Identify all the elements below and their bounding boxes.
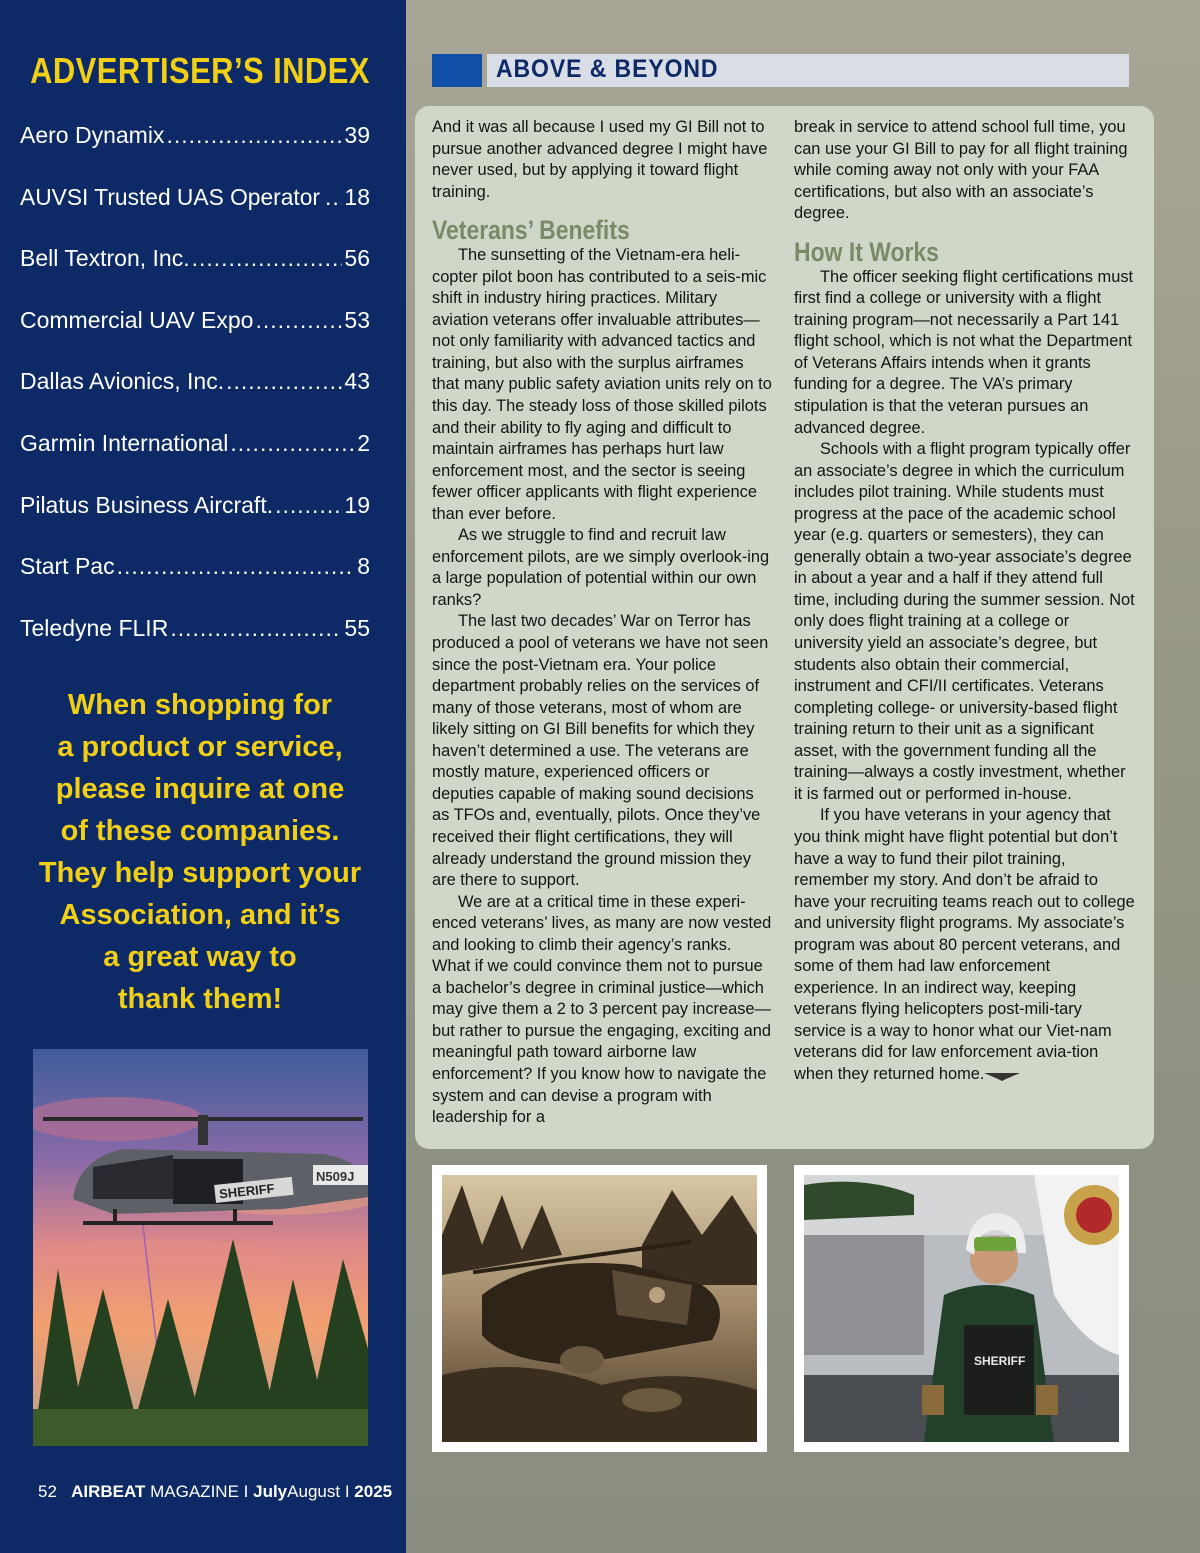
promo-line: of these companies. xyxy=(60,815,340,847)
advertiser-name: Bell Textron, Inc. xyxy=(20,245,190,272)
vietnam-photo-illustration xyxy=(442,1175,757,1442)
leader-dots xyxy=(255,307,342,334)
article-paragraph: break in service to attend school full time, you can use your GI Bill to pay for all flight training while coming away not only with your FAA certifications, but also with an associate’s degree. xyxy=(794,118,1128,223)
section-color-block xyxy=(432,54,482,87)
helicopter-door-label: SHERIFF xyxy=(218,1180,276,1202)
advertiser-page: 43 xyxy=(344,368,370,395)
article-paragraph: If you have veterans in your agency that you think might have flight potential but don’t have a way to fund their pilot training, remember my story. And don’t be afraid to have your recruiting teams reach out to college and university flight programs. My associate’s program was about 80 percent veterans, and some of them had law enforcement experience. In an indirect way, keeping veterans flying helicopters post-mili-tary service is a way to honor what our Viet-nam veterans did for law enforcement avia-tion when they returned home. xyxy=(794,806,1135,1083)
article-paragraph: The last two decades’ War on Terror has produced a pool of veterans we have not seen since the post-Vietnam era. Your police department probably relies on the services of many of those veterans, most of whom are likely sitting on GI Bill benefits for which they haven’t determined a use. The veterans are mostly mature, experienced officers or deputies capable of making sound decisions as TFOs and, eventually, pilots. Once they’ve received their flight certifications, they will already understand the ground mission they are there to support. xyxy=(432,612,769,890)
leader-dots xyxy=(275,492,342,519)
article-column-2 xyxy=(794,117,1136,1086)
article-subheading: How It Works xyxy=(794,236,939,267)
promo-line: a great way to xyxy=(103,941,297,973)
folio-separator: I xyxy=(243,1482,249,1501)
advertiser-name: Commercial UAV Expo xyxy=(20,306,254,333)
article-paragraph: We are at a critical time in these experi-enced veterans’ lives, as many are now vested and looking to climb their agency’s ranks. What if we could convince them not to pursue a bachelor’s degree in criminal justice—which may give them a 2 to 3 percent pay increase—but rather to pursue the engaging, exciting and meaningful path toward airborne law enforcement? If you know how to navigate the system and can devise a program with leadership for a xyxy=(432,892,772,1127)
advertiser-name: Start Pac xyxy=(20,553,115,580)
page-folio xyxy=(38,1482,392,1502)
deputy-pilot-photo xyxy=(794,1165,1129,1452)
advertiser-name: Aero Dynamix xyxy=(20,122,165,148)
magazine-suffix: MAGAZINE xyxy=(150,1482,239,1501)
leader-dots xyxy=(230,430,355,457)
section-title: ABOVE & BEYOND xyxy=(496,55,719,83)
article-column-1 xyxy=(432,117,774,1129)
leader-dots xyxy=(166,122,342,149)
promo-line: a product or service, xyxy=(57,731,343,763)
folio-separator: I xyxy=(344,1482,350,1501)
page-number: 52 xyxy=(38,1482,57,1501)
advertiser-name: Garmin International xyxy=(20,429,229,456)
magazine-name: AIRBEAT xyxy=(71,1482,146,1501)
advertisers-list xyxy=(20,122,370,676)
advertisers-sidebar xyxy=(0,0,406,1553)
advertiser-entry[interactable] xyxy=(20,492,370,554)
promo-line: When shopping for xyxy=(67,689,333,721)
issue-month-1: July xyxy=(253,1482,288,1501)
leader-dots xyxy=(117,553,356,580)
advertiser-page: 55 xyxy=(344,614,370,641)
advertiser-entry[interactable] xyxy=(20,245,370,307)
article-paragraph: The officer seeking flight certifications must first find a college or university with a flight training program—not necessarily a Part 141 flight school, which is not what the Department of Veterans Affairs intends when it grants funding for a degree. The VA’s primary stipulation is that the veteran pursues an advanced degree. xyxy=(794,267,1134,437)
deputy-photo-illustration xyxy=(804,1175,1119,1442)
promo-line: They help support your xyxy=(38,857,362,889)
advertiser-page: 56 xyxy=(344,245,370,272)
article-paragraph: Schools with a flight program typically offer an associate’s degree in which the curriculum includes pilot training. While students must progress at the pace of the academic school year (e.g. quarters or semesters), they can generally obtain a two-year associate’s degree in about a year and a half if they attend full time, including during the summer session. Not only does flight training at a college or university yield an associate’s degree, but students also obtain their commercial, instrument and CFI/II certificates. Veterans completing college- or university-based flight training return to their unit as a significant asset, with the government funding all the training—always a costly investment, whether it is farmed out or performed in-house. xyxy=(794,440,1135,803)
promo-line: please inquire at one xyxy=(55,773,345,805)
issue-month-2: August xyxy=(287,1482,341,1501)
advertiser-page: 8 xyxy=(357,553,370,580)
advertiser-entry[interactable] xyxy=(20,615,370,677)
advertiser-page: 18 xyxy=(344,183,370,210)
leader-dots xyxy=(170,615,342,642)
article-paragraph: The sunsetting of the Vietnam-era heli-copter pilot boon has contributed to a seis-mic shift in industry hiring practices. Military aviation veterans offer invaluable attributes—not only familiarity with advanced tactics and training, but also with the surplus airframes that many public safety aviation units rely on to this day. The steady loss of those skilled pilots and their ability to fly aging and difficult to maintain airframes has perhaps hurt law enforcement most, and the sector is seeing fewer officer applicants with flight experience than ever before. xyxy=(432,246,772,523)
end-of-article-icon xyxy=(984,1069,1020,1081)
article-paragraph: And it was all because I used my GI Bill not to pursue another advanced degree I might have never used, but by applying it toward flight training. xyxy=(432,118,768,201)
advertiser-page: 2 xyxy=(357,429,370,456)
article-subheading: Veterans’ Benefits xyxy=(432,215,630,246)
advertiser-entry[interactable] xyxy=(20,307,370,369)
advertiser-entry[interactable] xyxy=(20,430,370,492)
advertiser-name: Dallas Avionics, Inc. xyxy=(20,368,225,395)
issue-year: 2025 xyxy=(354,1482,393,1501)
leader-dots xyxy=(192,245,343,272)
advertiser-entry[interactable] xyxy=(20,184,370,246)
advertiser-entry[interactable] xyxy=(20,553,370,615)
leader-dots xyxy=(226,368,342,395)
vietnam-helicopter-photo xyxy=(432,1165,767,1452)
advertiser-name: Teledyne FLIR xyxy=(20,614,169,641)
advertiser-entry[interactable] xyxy=(20,122,370,184)
advertiser-promo-text xyxy=(20,684,380,1020)
sheriff-helicopter-photo xyxy=(33,1049,368,1446)
leader-dots xyxy=(325,184,342,211)
advertiser-page: 19 xyxy=(344,491,370,518)
advertiser-name: AUVSI Trusted UAS Operator xyxy=(20,183,320,210)
advertiser-page: 39 xyxy=(344,122,370,148)
advertiser-entry[interactable] xyxy=(20,368,370,430)
promo-line: Association, and it’s xyxy=(59,899,341,931)
advertiser-page: 53 xyxy=(344,306,370,333)
promo-line: thank them! xyxy=(117,983,283,1015)
helicopter-tail-number: N509J xyxy=(316,1169,355,1184)
advertiser-name: Pilatus Business Aircraft. xyxy=(20,491,274,518)
helicopter-illustration xyxy=(33,1049,368,1446)
deputy-vest-label: SHERIFF xyxy=(974,1354,1026,1368)
article-paragraph: As we struggle to find and recruit law enforcement pilots, are we simply overlook-ing a large population of potential within our own ranks? xyxy=(432,526,770,609)
advertisers-index-title: ADVERTISER’S INDEX xyxy=(30,50,370,91)
